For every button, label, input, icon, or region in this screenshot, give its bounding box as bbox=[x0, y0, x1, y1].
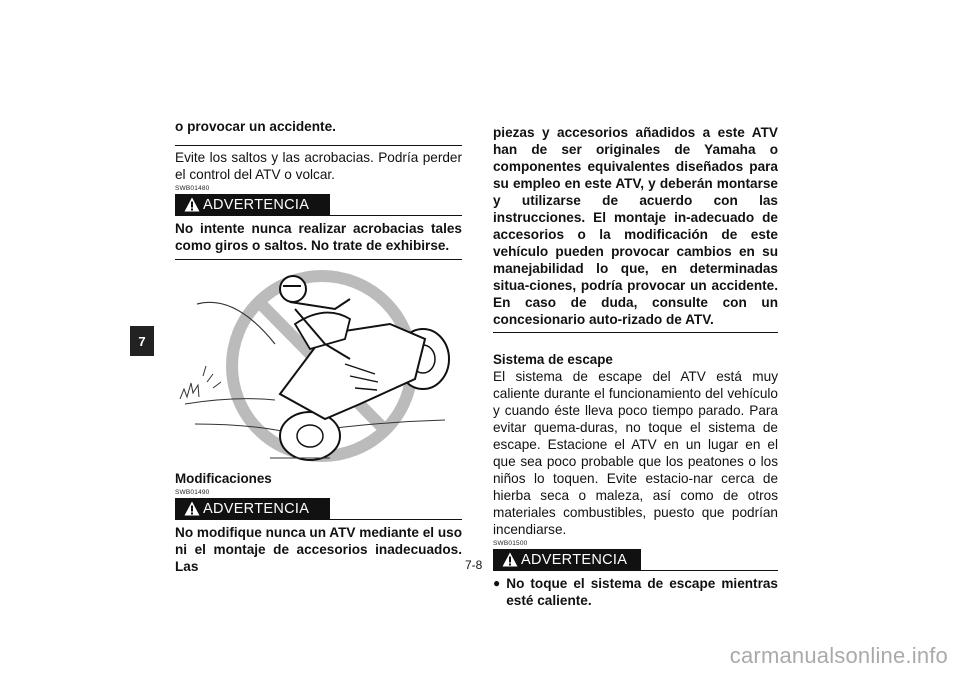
page-number: 7-8 bbox=[465, 558, 483, 572]
warning-line bbox=[641, 570, 778, 571]
escape-paragraph: El sistema de escape del ATV está muy caliente durante el funcionamiento del vehículo y cuando éste lleva poco tiempo parado. Para evitar quema-duras, no toque el sistema de escape. Estacione el ATV en un lugar en el que sea poco probable que los peatones o los niños lo toquen. Evite estacio-nar cerca de hierba seca o maleza, así como de otros materiales combustibles, puesto que podrían incendiarse. bbox=[493, 369, 778, 537]
warning-triangle-icon bbox=[184, 501, 200, 516]
prohibited-stunt-illustration bbox=[175, 264, 462, 464]
warning-banner bbox=[493, 549, 641, 571]
bullet-text: No toque el sistema de escape mientras esté caliente. bbox=[506, 576, 778, 608]
bullet-dot-icon: ● bbox=[493, 576, 501, 590]
warning-label: ADVERTENCIA bbox=[203, 500, 310, 517]
warning-continuation: piezas y accesorios añadidos a este ATV han de ser originales de Yamaha o componentes equivalentes diseñados para su empleo en este ATV, y deberán montarse y utilizarse de acuerdo con las instrucciones. El montaje in-adecuado de accesorios o la modificación de este vehículo pueden provocar cambios en su manejabilidad lo que, en determinadas situa-ciones, podría provocar un accidente. En caso de duda, consulte con un concesionario auto-rizado de ATV. bbox=[493, 125, 778, 327]
warning-code: SWB01480 bbox=[175, 185, 210, 192]
section-title-modificaciones: Modificaciones bbox=[175, 471, 272, 486]
chapter-number: 7 bbox=[138, 333, 146, 349]
warning-text: No modifique nunca un ATV mediante el uso ni el montaje de accesorios inadecuados. Las bbox=[175, 525, 462, 574]
warning-label: ADVERTENCIA bbox=[521, 551, 628, 568]
section-rule bbox=[175, 145, 462, 146]
warning-text: No intente nunca realizar acrobacias tales como giros o saltos. No trate de exhibirse. bbox=[175, 221, 462, 253]
warning-line bbox=[330, 215, 462, 216]
intro-paragraph: Evite los saltos y las acrobacias. Podría perder el control del ATV o volcar. bbox=[175, 150, 462, 182]
chapter-tab bbox=[130, 326, 154, 356]
warning-banner bbox=[175, 498, 330, 520]
warning-code: SWB01500 bbox=[493, 540, 528, 547]
left-column bbox=[175, 118, 462, 575]
warning-triangle-icon bbox=[184, 197, 200, 212]
warning-triangle-icon bbox=[502, 552, 518, 567]
warning-line bbox=[330, 519, 462, 520]
warning-end-rule bbox=[175, 259, 462, 260]
warning-label: ADVERTENCIA bbox=[203, 196, 310, 213]
section-title-escape: Sistema de escape bbox=[493, 352, 613, 367]
warning-header bbox=[493, 549, 778, 571]
heading-continuation: o provocar un accidente. bbox=[175, 119, 336, 134]
warning-header bbox=[175, 194, 462, 216]
right-column bbox=[493, 124, 778, 609]
warning-code: SWB01490 bbox=[175, 489, 210, 496]
warning-end-rule bbox=[493, 332, 778, 333]
warning-header bbox=[175, 498, 462, 520]
watermark: carmanualsonline.info bbox=[729, 643, 948, 668]
warning-banner bbox=[175, 194, 330, 216]
atv-jump-illustration bbox=[175, 264, 462, 464]
warning-bullet bbox=[493, 575, 778, 609]
